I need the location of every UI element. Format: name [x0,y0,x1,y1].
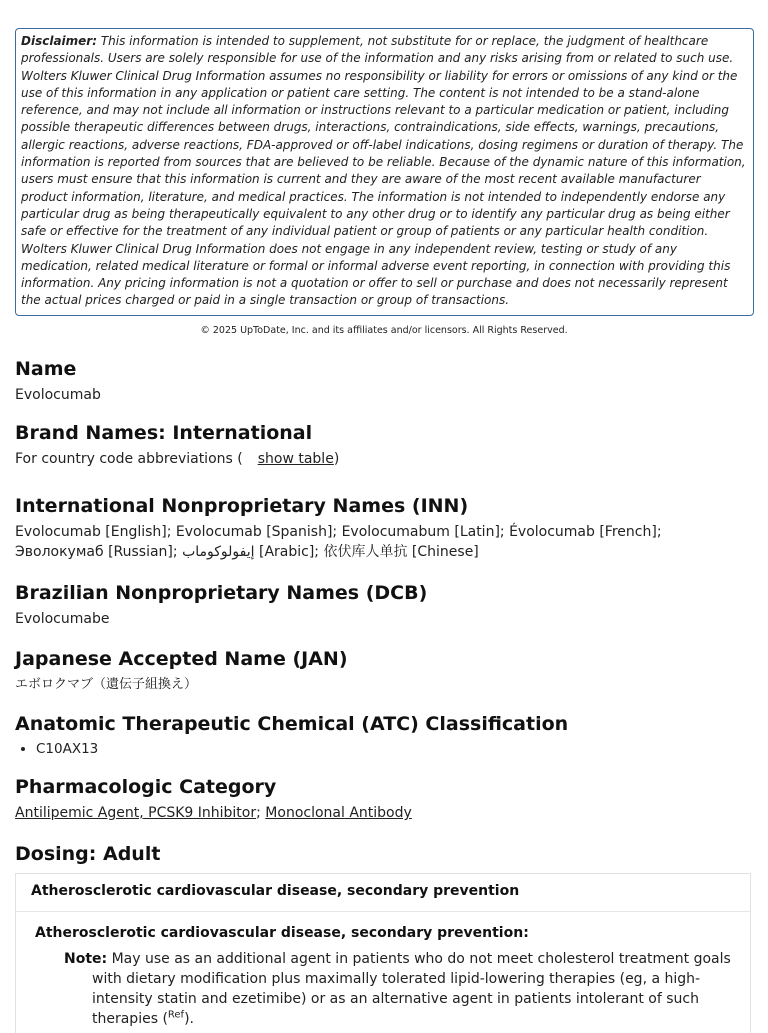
inn-heading: International Nonproprietary Names (INN) [15,495,469,517]
dcb-heading: Brazilian Nonproprietary Names (DCB) [15,582,428,604]
dosing-section [15,842,753,866]
atc-list [15,739,753,759]
disclaimer-box [15,28,754,316]
brand-names-suffix: ) [333,451,340,467]
category-separator: ; [256,805,266,821]
atc-section [15,712,753,759]
name-section [15,357,753,405]
pharm-category-heading: Pharmacologic Category [15,776,277,798]
dosing-heading: Dosing: Adult [15,843,161,865]
dosing-note-end: ). [184,1011,194,1027]
brand-names-section [15,421,753,469]
disclaimer-text: This information is intended to supplement, not substitute for or replace, the judgment of healthcare professionals. Users are solely responsible for use of the information and any risks arising from or related to such use. Wolters Kluwer Clinical Drug Information assumes no responsibility or liability for errors or omissions of any kind or the use of this information in any application or patient care setting. The content is not intended to be a stand-alone reference, and may not include all information or instructions relevant to a particular medication or patient, including possible therapeutic differences between drugs, interactions, contraindications, side effects, warnings, precautions, allergic reactions, adverse reactions, FDA-approved or off-label indications, dosing regimens or duration of therapy. The information is reported from sources that are believed to be reliable. Because of the dynamic nature of this information, users must ensure that this information is current and they are aware of the most recent available manufacturer product information, literature, and medical practices. The information is not intended to independently endorse any particular drug as being therapeutically equivalent to any other drug or to identify any particular drug as being either safe or effective for the treatment of any individual patient or group of patients or any particular health condition. Wolters Kluwer Clinical Drug Information does not engage in any independent review, testing or study of any medication, related medical literature or formal or informal adverse event reporting, in connection with providing this information. Any pricing information is not a quotation or offer to sell or purchase and does not necessarily represent the actual prices charged or paid in a single transaction or group of transactions. [21,34,746,308]
pharm-category-links [15,803,753,823]
dosing-note-label: Note: [64,951,108,967]
drug-name: Evolocumab [15,387,101,403]
dosing-note-text: May use as an additional agent in patients who do not meet cholesterol treatment goals with dietary modification plus maximally tolerated lipid-lowering therapies (eg, a high-intensity statin and ezetimibe) or as an alternative agent in patients intolerant of such therapies ( [92,951,731,1027]
brand-names-text [15,449,753,469]
jan-section [15,647,753,695]
jan-heading: Japanese Accepted Name (JAN) [15,648,348,670]
dcb-name: Evolocumabe [15,611,110,627]
pcsk9-inhibitor-link[interactable]: Antilipemic Agent, PCSK9 Inhibitor [15,805,257,821]
inn-section [15,494,753,562]
dosing-box [15,873,751,1033]
show-table-link[interactable]: show table [257,451,334,467]
brand-names-prefix: For country code abbreviations ( [15,451,243,467]
dosing-indication-title: Atherosclerotic cardiovascular disease, secondary prevention: [35,925,529,941]
dosing-note [64,949,732,1029]
inn-names: Evolocumab [English]; Evolocumab [Spanish]; Evolocumabum [Latin]; Évolocumab [French]; Эволокумаб [Russian]; إيفولوكوماب [Arabic]; 依伏库人单抗 [Chinese] [15,524,662,560]
name-heading: Name [15,358,77,380]
dcb-section [15,581,753,629]
dosing-box-header[interactable]: Atherosclerotic cardiovascular disease, secondary prevention [16,874,750,912]
monoclonal-antibody-link[interactable]: Monoclonal Antibody [265,805,412,821]
pharm-category-section [15,775,753,823]
jan-name: エボロクマブ（遺伝子組換え） [15,677,198,692]
brand-names-heading: Brand Names: International [15,422,313,444]
disclaimer-label: Disclaimer: [21,34,98,48]
atc-code: • C10AX13 [36,739,753,759]
atc-heading: Anatomic Therapeutic Chemical (ATC) Classification [15,713,569,735]
reference-link[interactable]: Ref [167,1009,185,1021]
copyright-notice: © 2025 UpToDate, Inc. and its affiliates and/or licensors. All Rights Reserved. [200,325,568,336]
